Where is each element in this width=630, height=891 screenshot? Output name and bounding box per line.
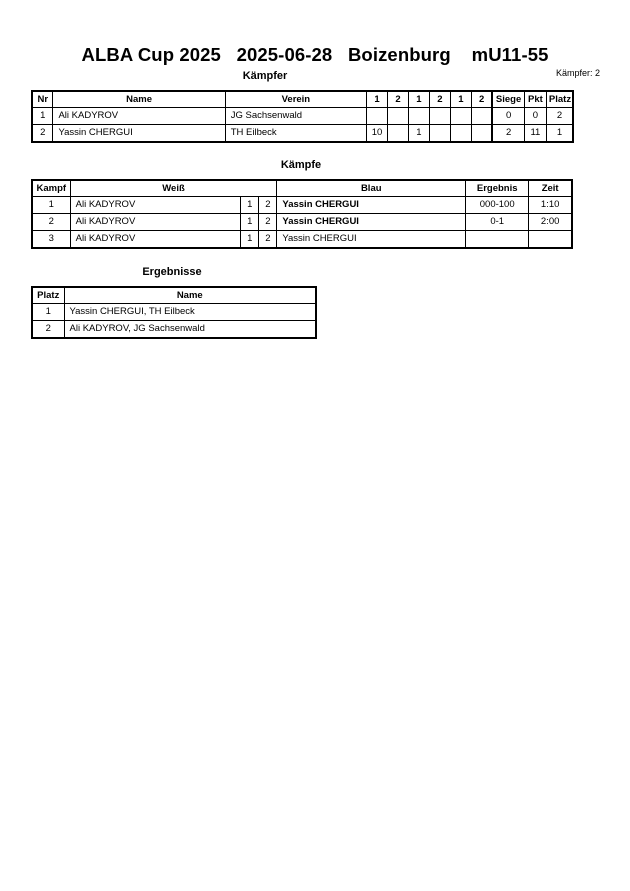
blue-fighter-nr: 2 xyxy=(259,231,277,249)
col-place: Platz xyxy=(546,91,573,108)
blue-fighter: Yassin CHERGUI xyxy=(277,214,466,231)
result-place: 2 xyxy=(32,321,64,339)
round-score xyxy=(450,108,471,125)
col-round-4: 2 xyxy=(429,91,450,108)
col-blue: Blau xyxy=(277,180,466,197)
fighter-club: JG Sachsenwald xyxy=(225,108,366,125)
round-score: 10 xyxy=(367,125,388,143)
fight-number: 3 xyxy=(32,231,70,249)
results-heading: Ergebnisse xyxy=(142,266,202,278)
fight-result: 0-1 xyxy=(466,214,529,231)
table-row xyxy=(32,304,316,321)
col-round-3: 1 xyxy=(408,91,429,108)
white-fighter: Ali KADYROV xyxy=(70,231,241,249)
results-header-row xyxy=(32,287,316,304)
table-row xyxy=(32,214,572,231)
col-name: Name xyxy=(53,91,225,108)
fight-number: 2 xyxy=(32,214,70,231)
fighter-club: TH Eilbeck xyxy=(225,125,366,143)
fighter-wins: 2 xyxy=(492,125,524,143)
col-result-place: Platz xyxy=(32,287,64,304)
fights-heading: Kämpfe xyxy=(280,159,322,171)
fighter-nr: 1 xyxy=(32,108,53,125)
col-result: Ergebnis xyxy=(466,180,529,197)
fighter-name: Yassin CHERGUI xyxy=(53,125,225,143)
fight-result xyxy=(466,231,529,249)
fights-header-row xyxy=(32,180,572,197)
fighters-table xyxy=(31,90,574,143)
fighter-wins: 0 xyxy=(492,108,524,125)
blue-fighter: Yassin CHERGUI xyxy=(277,197,466,214)
round-score xyxy=(387,125,408,143)
fight-time: 2:00 xyxy=(529,214,572,231)
fight-number: 1 xyxy=(32,197,70,214)
col-club: Verein xyxy=(225,91,366,108)
fight-time: 1:10 xyxy=(529,197,572,214)
fighter-place: 2 xyxy=(546,108,573,125)
col-nr: Nr xyxy=(32,91,53,108)
table-row xyxy=(32,108,573,125)
blue-fighter-nr: 2 xyxy=(259,197,277,214)
round-score: 1 xyxy=(408,125,429,143)
table-row xyxy=(32,197,572,214)
white-fighter: Ali KADYROV xyxy=(70,214,241,231)
col-white: Weiß xyxy=(70,180,277,197)
result-name: Yassin CHERGUI, TH Eilbeck xyxy=(64,304,316,321)
fighters-header-row xyxy=(32,91,573,108)
col-points: Pkt xyxy=(524,91,546,108)
fighter-place: 1 xyxy=(546,125,573,143)
col-round-6: 2 xyxy=(471,91,492,108)
table-row xyxy=(32,125,573,143)
round-score xyxy=(450,125,471,143)
round-score xyxy=(408,108,429,125)
page-title: ALBA Cup 2025 2025-06-28 Boizenburg mU11-55 xyxy=(81,44,549,65)
result-place: 1 xyxy=(32,304,64,321)
table-row xyxy=(32,321,316,339)
fight-result: 000-100 xyxy=(466,197,529,214)
fighters-heading: Kämpfer xyxy=(242,70,288,82)
round-score xyxy=(387,108,408,125)
round-score xyxy=(429,125,450,143)
white-fighter-nr: 1 xyxy=(241,231,259,249)
blue-fighter-nr: 2 xyxy=(259,214,277,231)
col-round-1: 1 xyxy=(367,91,388,108)
round-score xyxy=(367,108,388,125)
col-round-2: 2 xyxy=(387,91,408,108)
round-score xyxy=(471,108,492,125)
col-result-name: Name xyxy=(64,287,316,304)
white-fighter-nr: 1 xyxy=(241,214,259,231)
white-fighter: Ali KADYROV xyxy=(70,197,241,214)
fights-table xyxy=(31,179,573,249)
fighter-nr: 2 xyxy=(32,125,53,143)
fighter-count: Kämpfer: 2 xyxy=(555,68,600,78)
col-time: Zeit xyxy=(529,180,572,197)
table-row xyxy=(32,231,572,249)
blue-fighter: Yassin CHERGUI xyxy=(277,231,466,249)
fighter-points: 0 xyxy=(524,108,546,125)
col-round-5: 1 xyxy=(450,91,471,108)
col-fight: Kampf xyxy=(32,180,70,197)
fighter-name: Ali KADYROV xyxy=(53,108,225,125)
col-wins: Siege xyxy=(492,91,524,108)
fighter-points: 11 xyxy=(524,125,546,143)
white-fighter-nr: 1 xyxy=(241,197,259,214)
result-name: Ali KADYROV, JG Sachsenwald xyxy=(64,321,316,339)
round-score xyxy=(471,125,492,143)
results-table xyxy=(31,286,317,339)
round-score xyxy=(429,108,450,125)
fight-time xyxy=(529,231,572,249)
